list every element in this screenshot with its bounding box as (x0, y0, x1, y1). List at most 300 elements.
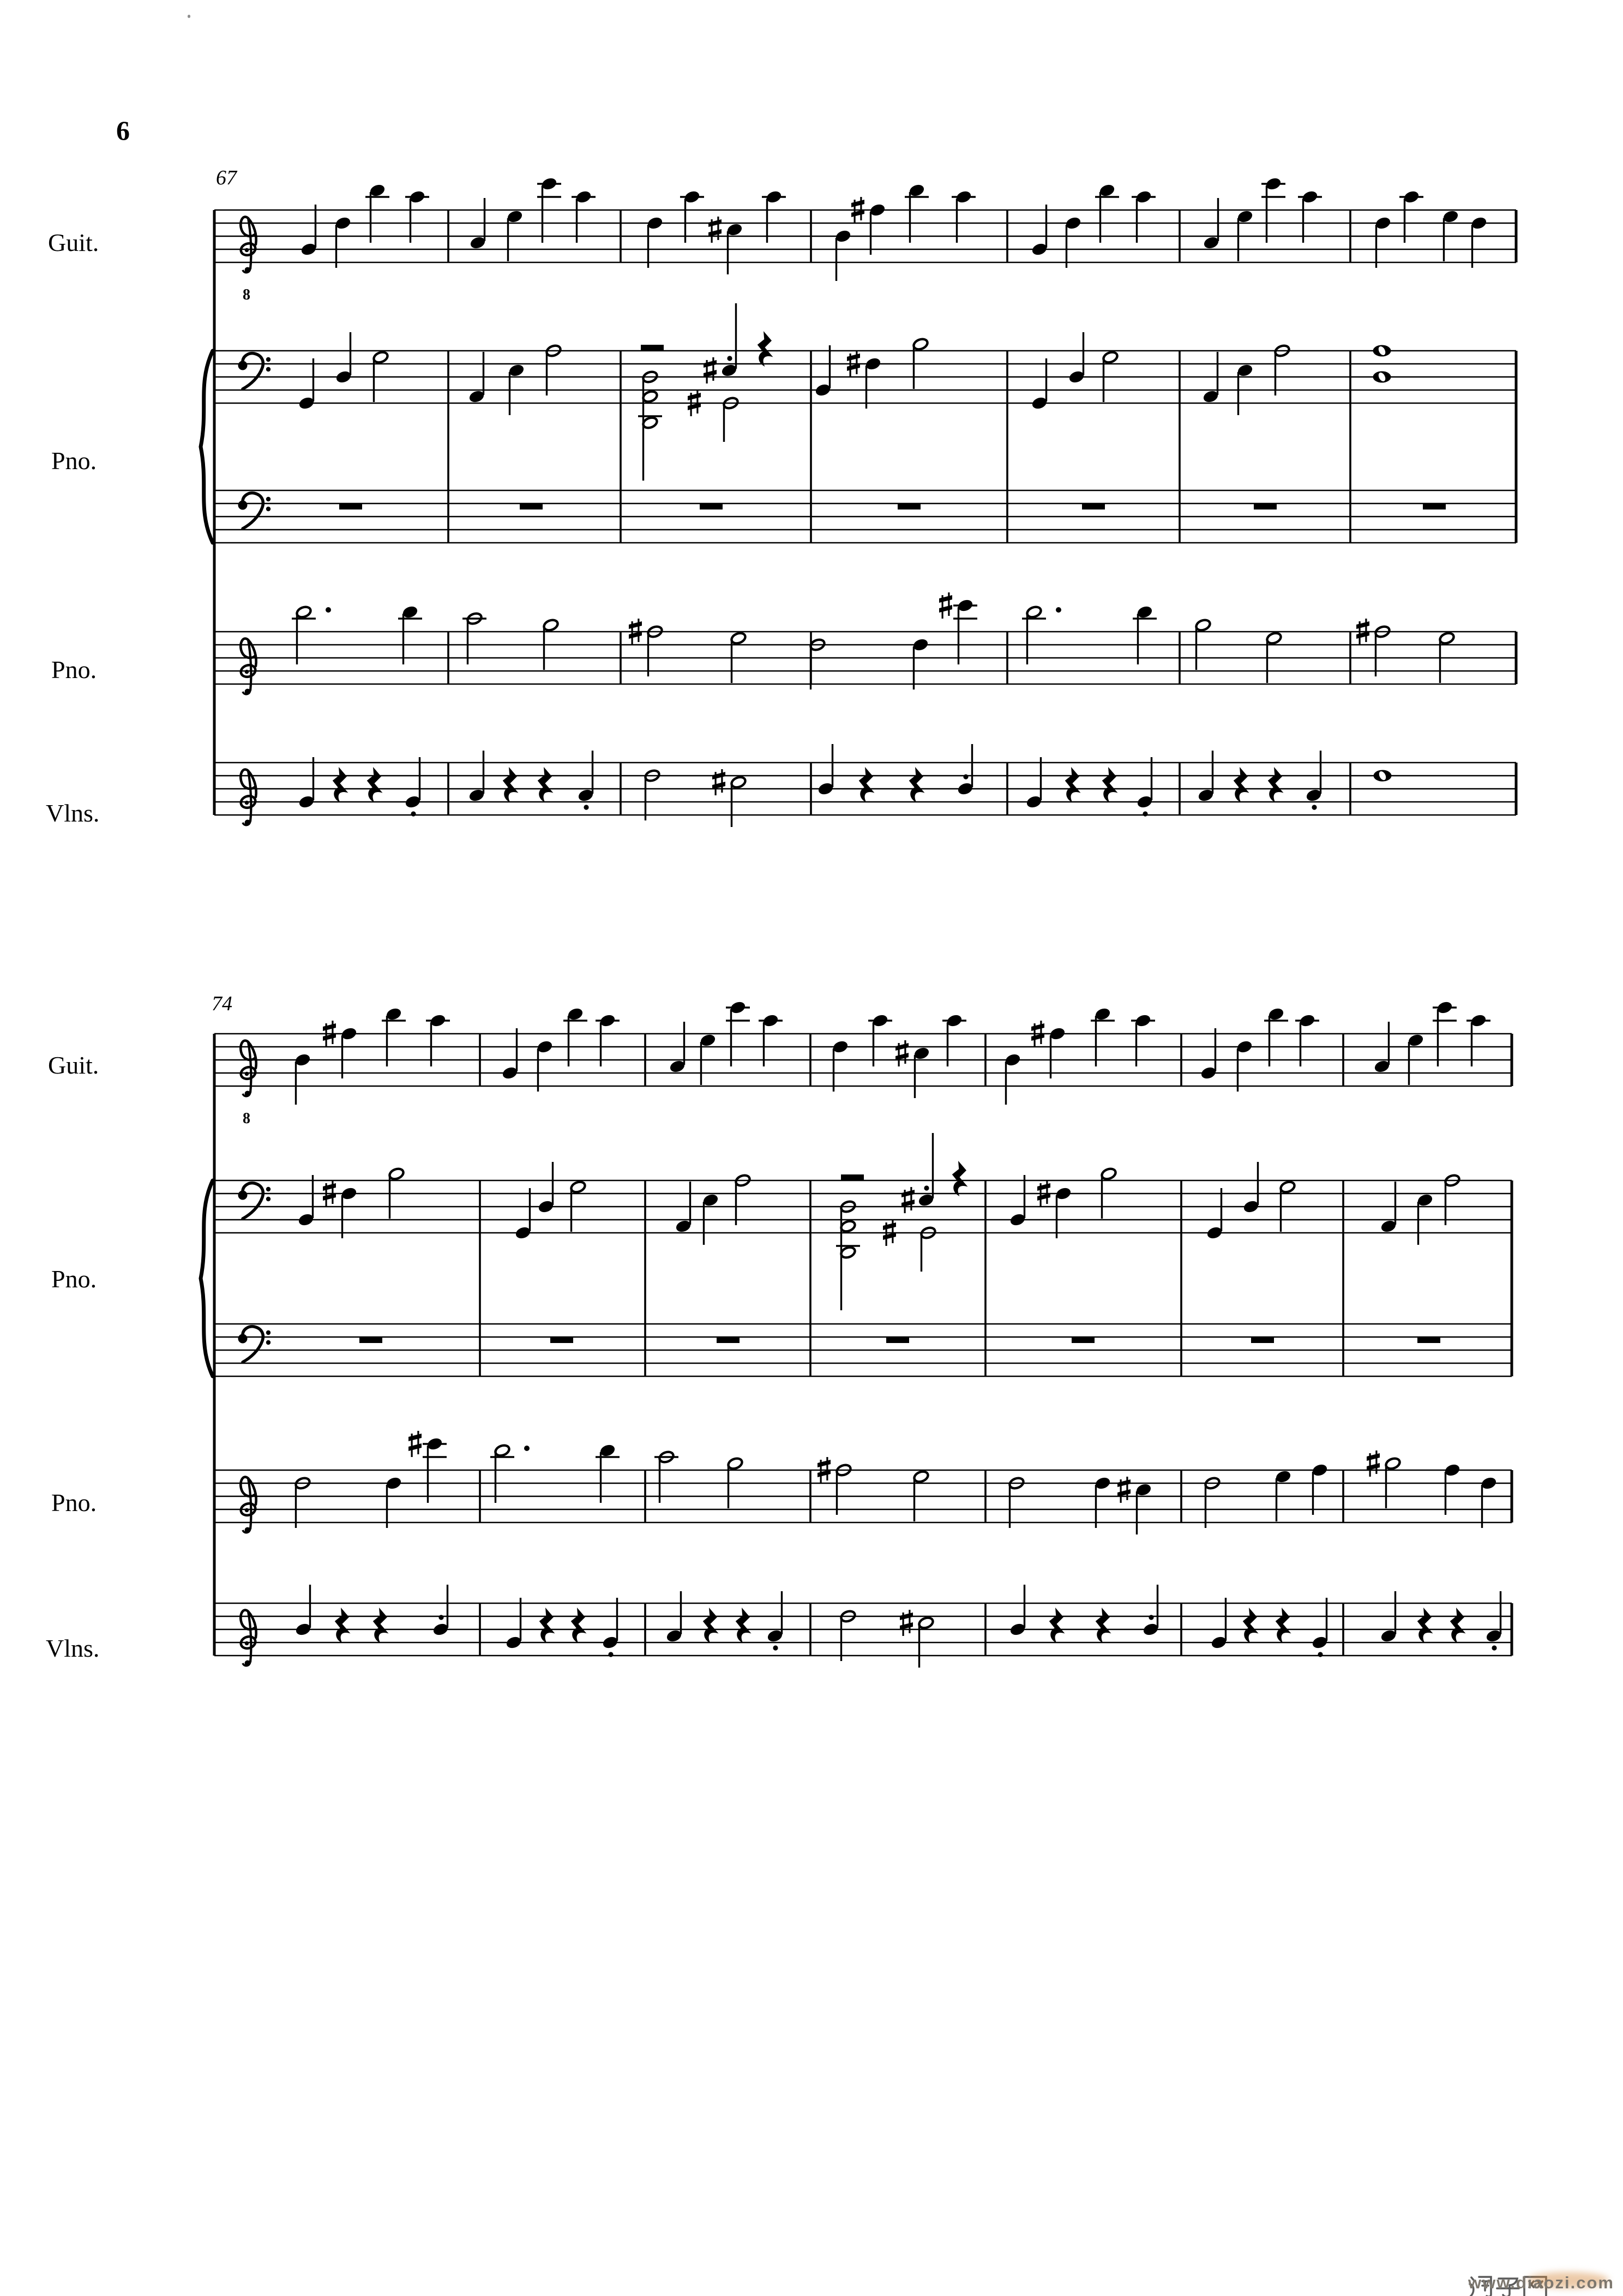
sharp-bar (688, 393, 701, 400)
quarter-note (1480, 1476, 1498, 1528)
instrument-label: Vlns. (46, 1634, 100, 1662)
quarter-rest-glyph (909, 767, 925, 802)
quarter-note (1311, 1598, 1329, 1657)
half-note (1274, 344, 1290, 395)
quarter-rest-glyph (571, 1608, 587, 1643)
treble-clef-icon (239, 217, 257, 273)
sharp-bar (1031, 1023, 1044, 1031)
half-note (654, 1450, 678, 1503)
note-head (543, 618, 559, 632)
quarter-note (508, 363, 525, 415)
half-note (1367, 1450, 1401, 1508)
dotted-half-note (490, 1443, 530, 1503)
quarter-note (536, 1039, 554, 1092)
whole-rest (1082, 503, 1105, 509)
quarter-rest-glyph (333, 767, 348, 802)
note-head (1266, 631, 1282, 645)
quarter-note (720, 303, 738, 378)
quarter-note (1236, 209, 1254, 261)
half-note (1439, 631, 1455, 683)
quarter-note (334, 215, 352, 268)
quarter-note (832, 1039, 849, 1092)
quarter-note (1373, 1022, 1391, 1074)
half-note (727, 1456, 743, 1508)
whole-note (1374, 770, 1392, 782)
watermark (1468, 2272, 1614, 2293)
half-note (372, 350, 389, 402)
quarter-note (323, 1180, 358, 1238)
clef-dot (245, 248, 249, 253)
clef-dot (266, 1197, 270, 1201)
quarter-rest (758, 331, 773, 367)
quarter-rest-glyph (1065, 767, 1081, 802)
quarter-note (468, 751, 485, 803)
sharp-bar (1367, 1453, 1380, 1461)
half-note (912, 337, 929, 389)
quarter-rest-glyph (367, 767, 383, 802)
bass-clef-icon (238, 1183, 271, 1219)
bass-clef-icon (238, 353, 271, 389)
treble-clef-icon (239, 1477, 257, 1533)
quarter-note (298, 757, 315, 810)
staccato-dot (1143, 811, 1147, 816)
sharp-bar (895, 1043, 909, 1051)
half-rest (641, 345, 664, 351)
quarter-note (895, 1040, 930, 1098)
clef-curve (243, 1327, 263, 1362)
clef-dot (266, 367, 270, 371)
quarter-rest-glyph (758, 331, 773, 367)
quarter-note (294, 1585, 312, 1637)
sharp-icon (1117, 1477, 1131, 1503)
quarter-rest (539, 1608, 555, 1643)
half-note (629, 619, 663, 676)
quarter-rest (335, 1608, 351, 1643)
quarter-note (665, 1591, 683, 1644)
staccato-dot (1149, 1615, 1153, 1620)
sharp-bar (1037, 1183, 1050, 1191)
quarter-rest (1268, 767, 1284, 802)
staccato-dot (727, 356, 732, 361)
quarter-note (596, 1443, 620, 1503)
quarter-note (1374, 215, 1392, 268)
half-rest (841, 1174, 864, 1180)
note-head (642, 416, 658, 429)
sharp-bar (939, 605, 952, 613)
clef-curve (243, 493, 263, 529)
whole-rest (550, 1337, 573, 1343)
half-note (1204, 1476, 1221, 1528)
half-note (543, 618, 559, 670)
quarter-rest (909, 767, 925, 802)
whole-rest (898, 503, 921, 509)
quarter-note (1470, 215, 1488, 268)
quarter-rest-glyph (1268, 767, 1284, 802)
half-note (570, 1180, 586, 1232)
quarter-note (1091, 1006, 1115, 1066)
staccato-dot (584, 805, 588, 810)
sharp-bar (408, 1443, 422, 1451)
quarter-note (814, 345, 832, 398)
quarter-rest (736, 1608, 752, 1643)
clef-dot (266, 1340, 270, 1345)
quarter-note (1131, 1013, 1155, 1066)
quarter-note (514, 1188, 532, 1240)
quarter-rest (333, 767, 348, 802)
staccato-dot (963, 774, 968, 779)
quarter-note (1210, 1598, 1228, 1650)
sharp-bar (708, 219, 722, 227)
staccato-dot (1492, 1645, 1496, 1650)
quarter-note (1295, 1013, 1319, 1066)
quarter-note (1236, 363, 1254, 415)
quarter-note (1275, 1469, 1292, 1521)
bass-clef-icon (238, 493, 271, 529)
quarter-rest-glyph (373, 1608, 389, 1643)
quarter-rest (1243, 1608, 1259, 1643)
quarter-note (563, 1006, 587, 1066)
watermark-url: www.diaozi.com (1468, 2273, 1614, 2292)
quarter-note (675, 1182, 692, 1234)
sharp-bar (901, 1190, 915, 1197)
note-head (730, 775, 747, 789)
quarter-note (1203, 198, 1220, 250)
quarter-note (939, 592, 977, 664)
quarter-rest-glyph (335, 1608, 351, 1643)
octave-8-mark: 8 (243, 286, 250, 303)
note-head (1101, 1167, 1117, 1180)
quarter-note (1202, 352, 1219, 404)
quarter-rest (703, 1608, 719, 1643)
quarter-rest-glyph (952, 1161, 968, 1196)
quarter-note (1485, 1591, 1502, 1651)
note-head (1385, 1456, 1401, 1470)
sharp-bar (939, 595, 952, 603)
sharp-bar (408, 1434, 422, 1441)
half-note (462, 612, 486, 664)
quarter-note (1009, 1175, 1026, 1227)
quarter-note (699, 1033, 717, 1085)
clef-dot (266, 497, 270, 501)
quarter-rest-glyph (1417, 1608, 1433, 1643)
dotted-half-note (292, 605, 331, 664)
quarter-note (817, 744, 834, 796)
quarter-rest (373, 1608, 389, 1643)
quarter-note (1236, 1039, 1253, 1092)
quarter-note (646, 215, 664, 268)
quarter-note (680, 189, 704, 243)
instrument-label: Vlns. (46, 799, 100, 827)
quarter-note (917, 1133, 935, 1208)
sharp-icon (712, 769, 725, 795)
whole-rest (886, 1337, 909, 1343)
note-head (912, 337, 929, 351)
quarter-note (1305, 751, 1323, 810)
instrument-label: Guit. (48, 229, 99, 256)
treble-clef-icon (239, 1041, 257, 1097)
sharp-bar (817, 1460, 831, 1467)
quarter-rest-glyph (859, 767, 875, 802)
sharp-icon (901, 1187, 915, 1213)
quarter-note (505, 1598, 522, 1650)
sharp-bar (323, 1023, 336, 1031)
quarter-note (1200, 1028, 1217, 1081)
quarter-note (572, 189, 596, 243)
staccato-dot (924, 1185, 929, 1190)
whole-rest (359, 1337, 382, 1343)
quarter-note (382, 1006, 406, 1066)
quarter-rest (952, 1161, 968, 1196)
quarter-note (1407, 1033, 1424, 1085)
quarter-note (602, 1598, 619, 1657)
note-head (1195, 618, 1211, 632)
quarter-rest (1096, 1608, 1111, 1643)
dotted-half-note (1022, 605, 1061, 664)
note-head (1439, 631, 1455, 645)
half-note (1266, 631, 1282, 683)
quarter-rest (1417, 1608, 1433, 1643)
sharp-bar (1356, 621, 1369, 629)
quarter-note (1311, 1462, 1329, 1515)
half-note (840, 1609, 856, 1661)
quarter-rest (1276, 1608, 1291, 1643)
quarter-note (506, 209, 524, 261)
quarter-rest-glyph (1243, 1608, 1259, 1643)
half-note (294, 1476, 311, 1528)
whole-rest (700, 503, 723, 509)
piano-brace (201, 351, 213, 543)
quarter-note (1065, 215, 1082, 268)
quarter-note (577, 751, 594, 810)
half-note (1102, 350, 1119, 402)
quarter-note (408, 1431, 447, 1503)
quarter-note (957, 744, 974, 796)
clef-dot (245, 801, 249, 805)
sharp-bar (323, 1183, 336, 1191)
note-head (913, 1470, 929, 1483)
whole-rest (1417, 1337, 1440, 1343)
quarter-note (298, 358, 315, 411)
measure-number: 67 (216, 166, 237, 189)
half-note (1195, 618, 1211, 670)
quarter-note (1031, 205, 1048, 257)
quarter-note (469, 198, 486, 250)
quarter-note (1298, 189, 1322, 243)
sharp-icon (939, 592, 952, 619)
quarter-note (405, 189, 429, 243)
quarter-note (766, 1591, 784, 1651)
treble-clef-icon (239, 770, 257, 826)
quarter-rest-glyph (736, 1608, 752, 1643)
quarter-note (1444, 1462, 1461, 1515)
chord (836, 1200, 860, 1310)
note-head (730, 631, 747, 645)
quarter-note (300, 205, 317, 257)
quarter-note (834, 229, 852, 281)
note-head (840, 1245, 856, 1259)
quarter-rest (1049, 1608, 1065, 1643)
half-note (1279, 1180, 1296, 1232)
sharp-bar (1117, 1479, 1131, 1487)
quarter-note (868, 1013, 892, 1066)
piano-brace (201, 1180, 213, 1376)
quarter-note (1242, 1162, 1260, 1214)
quarter-note (952, 189, 976, 243)
quarter-rest (1102, 767, 1118, 802)
note-head (642, 389, 658, 403)
quarter-note (905, 183, 929, 243)
treble-clef-icon (239, 639, 257, 695)
quarter-rest (538, 767, 554, 802)
quarter-rest (1450, 1608, 1466, 1643)
sharp-bar (900, 1612, 913, 1620)
quarter-rest-glyph (703, 1608, 719, 1643)
quarter-note (385, 1476, 402, 1528)
quarter-note (1068, 332, 1085, 385)
quarter-rest (571, 1608, 587, 1643)
quarter-rest-glyph (1049, 1608, 1065, 1643)
note-head (1279, 1180, 1296, 1194)
half-note (712, 769, 747, 827)
sharp-icon (704, 357, 717, 383)
quarter-note (851, 197, 886, 255)
note-head (727, 1456, 743, 1470)
quarter-note (847, 351, 882, 409)
quarter-note (1037, 1180, 1072, 1238)
clef-dot (266, 507, 270, 511)
sharp-bar (883, 1222, 896, 1230)
augmentation-dot (1056, 607, 1061, 613)
instrument-label: Pno. (51, 1489, 97, 1516)
sharp-bar (704, 360, 717, 368)
half-note (1444, 1173, 1460, 1225)
clef-dot (266, 1330, 270, 1335)
sharp-bar (712, 772, 725, 780)
half-note (1101, 1167, 1117, 1219)
quarter-note (1117, 1477, 1152, 1534)
note-head (1026, 605, 1042, 619)
note-head (840, 1219, 856, 1233)
note-head (296, 605, 312, 619)
quarter-note (1009, 1585, 1026, 1637)
sharp-icon (708, 217, 722, 243)
clef-curve (243, 1183, 263, 1219)
quarter-note (1197, 751, 1215, 803)
chord (638, 370, 662, 481)
clef-dot (266, 357, 270, 362)
quarter-rest-glyph (1276, 1608, 1291, 1643)
quarter-note (468, 352, 485, 404)
staccato-dot (411, 811, 416, 816)
clef-dot (245, 1508, 249, 1513)
half-note (913, 1470, 929, 1521)
half-note (545, 344, 562, 395)
quarter-note (294, 1052, 311, 1105)
half-note (388, 1167, 405, 1219)
augmentation-dot (524, 1446, 530, 1451)
quarter-rest-glyph (503, 767, 519, 802)
quarter-rest-glyph (538, 767, 554, 802)
quarter-note (365, 183, 389, 243)
sharp-bar (851, 200, 864, 207)
quarter-rest (1065, 767, 1081, 802)
clef-dot (245, 1641, 249, 1646)
quarter-note (942, 1013, 966, 1066)
quarter-note (1136, 757, 1153, 817)
quarter-note (335, 332, 352, 385)
clef-dot (266, 1187, 270, 1191)
quarter-note (596, 1013, 620, 1066)
quarter-note (1466, 1013, 1490, 1066)
quarter-note (1025, 757, 1043, 810)
quarter-note (759, 1013, 783, 1066)
quarter-note (1031, 358, 1048, 411)
quarter-note (537, 1162, 555, 1214)
sharp-icon (900, 1610, 913, 1636)
clef-curve (243, 353, 263, 389)
staccato-dot (438, 1615, 443, 1620)
clef-dot (245, 1072, 249, 1076)
octave-8-mark: 8 (243, 1110, 250, 1127)
instrument-label: Guit. (48, 1051, 99, 1079)
note-head (494, 1443, 510, 1457)
half-note (1008, 1476, 1025, 1528)
staccato-dot (1312, 805, 1317, 810)
quarter-note (426, 1013, 450, 1066)
note-head (1102, 350, 1119, 364)
bass-clef-icon (238, 1327, 271, 1362)
quarter-rest (859, 767, 875, 802)
quarter-note (1004, 1052, 1021, 1105)
quarter-note (1264, 1006, 1288, 1066)
note-head (388, 1167, 405, 1180)
quarter-note (1094, 1476, 1111, 1528)
quarter-note (1095, 183, 1119, 243)
instrument-label: Pno. (51, 447, 97, 475)
quarter-note (323, 1021, 358, 1078)
half-note (644, 769, 660, 820)
sharp-bar (847, 353, 860, 361)
clef-dot (245, 670, 249, 674)
half-note (817, 1457, 852, 1515)
whole-rest (1072, 1337, 1095, 1343)
treble-clef-icon (239, 1610, 257, 1666)
quarter-note (1442, 209, 1459, 261)
quarter-note (1399, 189, 1423, 243)
quarter-note (432, 1585, 449, 1637)
quarter-rest-glyph (1102, 767, 1118, 802)
quarter-note (702, 1192, 719, 1245)
sharp-icon (895, 1040, 909, 1066)
page-number: 6 (116, 115, 130, 146)
quarter-rest-glyph (1234, 767, 1249, 802)
quarter-rest-glyph (1096, 1608, 1111, 1643)
quarter-note (708, 217, 743, 274)
augmentation-dot (326, 607, 331, 613)
quarter-note (669, 1022, 686, 1074)
quarter-note (1380, 1591, 1397, 1644)
whole-rest (1423, 503, 1446, 509)
note-head (918, 1616, 934, 1629)
whole-rest (339, 503, 362, 509)
sharp-bar (629, 621, 642, 629)
quarter-note (501, 1028, 519, 1081)
instrument-label: Pno. (51, 1265, 97, 1293)
whole-rest (520, 503, 543, 509)
note-head (570, 1180, 586, 1194)
quarter-rest-glyph (539, 1608, 555, 1643)
quarter-note (297, 1175, 315, 1227)
